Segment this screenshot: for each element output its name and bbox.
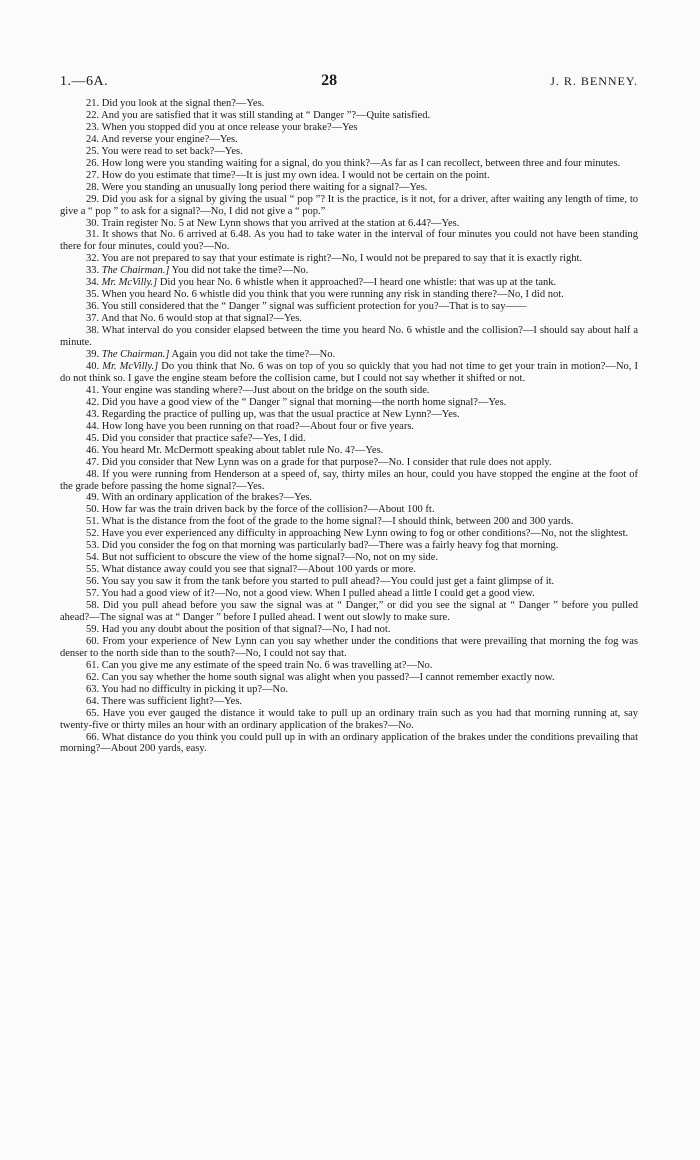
question-answer-text: You say you saw it from the tank before you started to pull ahead?—You could just get a faint glimpse of it. [101, 576, 555, 588]
testimony-paragraph [60, 445, 638, 457]
question-answer-text: What is the distance from the foot of the grade to the home signal?—I should think, between 200 and 300 yards. [101, 516, 574, 528]
question-answer-text: Did you pull ahead before you saw the signal was at “ Danger,” or did you see the signal at “ Danger ” before you pulled ahead?—The signal was at “ Danger ” before I pulled ahead. I went out slowly to make sure. [60, 600, 639, 623]
testimony-paragraph [60, 385, 638, 397]
question-answer-text: And reverse your engine?—Yes. [101, 133, 238, 145]
question-answer-text: When you heard No. 6 whistle did you think that you were running any risk in standing there?—No, I did not. [101, 289, 564, 301]
question-number: 21. [86, 98, 100, 109]
question-number: 38. [86, 325, 100, 337]
testimony-paragraph [60, 182, 638, 194]
question-number: 44. [86, 420, 100, 432]
question-number: 60. [86, 635, 100, 647]
question-answer-text: Were you standing an unusually long period there waiting for a signal?—Yes. [101, 181, 428, 193]
witness-name: J. R. BENNEY. [550, 74, 638, 88]
question-number: 26. [86, 157, 100, 169]
question-answer-text: Train register No. 5 at New Lynn shows that you arrived at the station at 6.44?—Yes. [101, 217, 460, 229]
question-answer-text: You were read to set back?—Yes. [101, 145, 243, 157]
testimony-paragraph [60, 576, 638, 588]
question-answer-text: It shows that No. 6 arrived at 6.48. As you had to take water in the interval of four minutes you could not have been standing there for four minutes, could you?—No. [60, 229, 638, 253]
question-answer-text: Did you look at the signal then?—Yes. [101, 98, 265, 109]
question-number: 63. [86, 683, 100, 695]
question-number: 46. [86, 444, 100, 456]
testimony-paragraph [60, 289, 638, 301]
question-answer-text: Did you consider that practice safe?—Yes, I did. [101, 432, 306, 444]
question-answer-text: You did not take the time?—No. [171, 265, 309, 277]
question-answer-text: Again you did not take the time?—No. [171, 349, 336, 361]
question-number: 28. [86, 181, 100, 193]
testimony-paragraph [60, 696, 638, 708]
question-answer-text: How long have you been running on that road?—About four or five years. [101, 420, 415, 432]
question-answer-text: Did you have a good view of the “ Danger ” signal that morning—the north home signal?—Yes. [101, 396, 507, 408]
question-number: 64. [86, 695, 100, 707]
question-answer-text: If you were running from Henderson at a speed of, say, thirty miles an hour, could you have stopped the engine at the foot of the grade before passing the home signal?—Yes. [60, 468, 638, 492]
question-answer-text: But not sufficient to obscure the view of the home signal?—No, not on my side. [101, 552, 439, 564]
speaker-label: The Chairman.] [101, 265, 170, 277]
question-number: 25. [86, 145, 100, 157]
question-answer-text: Can you say whether the home south signal was alight when you passed?—I cannot remember exactly now. [101, 671, 555, 683]
testimony-paragraph [60, 110, 638, 122]
question-number: 51. [86, 516, 100, 528]
testimony-paragraph [60, 397, 638, 409]
question-number: 52. [86, 528, 100, 540]
document-page [60, 72, 638, 755]
question-number: 49. [86, 492, 100, 504]
testimony-paragraph [60, 660, 638, 672]
testimony-paragraph [60, 146, 638, 158]
question-number: 56. [86, 576, 100, 588]
question-number: 41. [86, 384, 100, 396]
testimony-paragraph [60, 361, 638, 385]
testimony-paragraph [60, 516, 638, 528]
testimony-paragraph [60, 349, 638, 361]
testimony-paragraph [60, 624, 638, 636]
speaker-label: The Chairman.] [101, 349, 170, 361]
testimony-paragraph [60, 409, 638, 421]
question-number: 59. [86, 623, 100, 635]
question-answer-text: You had no difficulty in picking it up?—No. [101, 683, 288, 695]
question-number: 66. [86, 731, 100, 743]
testimony-paragraph [60, 158, 638, 170]
testimony-paragraph [60, 457, 638, 469]
question-answer-text: Can you give me any estimate of the speed train No. 6 was travelling at?—No. [101, 659, 433, 671]
testimony-paragraph [60, 564, 638, 576]
question-number: 45. [86, 432, 100, 444]
question-answer-text: Have you ever experienced any difficulty in approaching New Lynn owing to fog or other conditions?—No, not the slightest. [101, 528, 629, 540]
question-answer-text: Have you ever gauged the distance it would take to pull up an ordinary train such as you had that morning running at, say twenty-five or thirty miles an hour with an ordinary application of the brakes?—No. [60, 707, 639, 731]
testimony-paragraph [60, 229, 638, 253]
question-number: 27. [86, 169, 100, 181]
testimony-paragraph [60, 540, 638, 552]
testimony-paragraph [60, 469, 638, 493]
question-number: 61. [86, 659, 100, 671]
question-answer-text: Regarding the practice of pulling up, was that the usual practice at New Lynn?—Yes. [101, 408, 460, 420]
question-answer-text: What distance away could you see that signal?—About 100 yards or more. [101, 564, 416, 576]
question-number: 47. [86, 456, 100, 468]
page-number: 28 [321, 72, 338, 89]
question-answer-text: Did you consider the fog on that morning was particularly bad?—There was a fairly heavy fog that morning. [101, 540, 559, 552]
question-answer-text: From your experience of New Lynn can you say whether under the conditions that were prevailing that morning the fog was denser to the north side than to the south?—No, I could not say that. [60, 635, 639, 659]
question-answer-text: What distance do you think you could pull up in with an ordinary application of the brakes under the conditions prevailing that morning?—About 200 yards, easy. [60, 731, 638, 755]
testimony-paragraph [60, 528, 638, 540]
question-number: 55. [86, 564, 100, 576]
question-number: 22. [86, 109, 100, 121]
question-number: 32. [86, 253, 100, 265]
testimony-paragraph [60, 504, 638, 516]
question-answer-text: Your engine was standing where?—Just about on the bridge on the south side. [101, 384, 430, 396]
question-answer-text: Do you think that No. 6 was on top of you so quickly that you had not time to get your train in motion?—No, I do not think so. I gave the engine steam before the collision came, but I could not say whether it shifted or not. [60, 360, 638, 384]
question-number: 39. [86, 349, 100, 361]
testimony-paragraph [60, 600, 638, 624]
question-number: 23. [86, 121, 100, 133]
testimony-paragraph [60, 672, 638, 684]
question-number: 54. [86, 552, 100, 564]
question-number: 29. [86, 193, 100, 205]
testimony-paragraph [60, 421, 638, 433]
testimony-paragraph [60, 170, 638, 182]
question-number: 24. [86, 133, 100, 145]
question-number: 65. [86, 707, 100, 719]
question-answer-text: And you are satisfied that it was still standing at “ Danger ”?—Quite satisfied. [101, 109, 431, 121]
testimony-paragraph [60, 134, 638, 146]
question-number: 31. [86, 229, 100, 241]
question-answer-text: How long were you standing waiting for a signal, do you think?—As far as I can recollect, between three and four minutes. [101, 157, 621, 169]
testimony-paragraph [60, 218, 638, 230]
question-answer-text: You still considered that the “ Danger ” signal was sufficient protection for you?—That is to say—— [101, 301, 527, 313]
testimony-paragraph [60, 265, 638, 277]
testimony-paragraph [60, 588, 638, 600]
testimony-paragraph [60, 433, 638, 445]
question-number: 37. [86, 313, 100, 325]
question-answer-text: Did you consider that New Lynn was on a grade for that purpose?—No. I consider that rule does not apply. [101, 456, 552, 468]
testimony-paragraph [60, 98, 638, 110]
question-answer-text: There was sufficient light?—Yes. [101, 695, 243, 707]
speaker-label: Mr. McVilly.] [102, 360, 159, 372]
testimony-paragraph [60, 636, 638, 660]
question-answer-text: Did you ask for a signal by giving the usual “ pop ”? It is the practice, is it not, for a driver, after waiting any length of time, to give a “ pop ” to ask for a signal?—No, I did not give a “ pop.” [60, 193, 638, 217]
testimony-paragraph [60, 277, 638, 289]
testimony-paragraph [60, 492, 638, 504]
question-answer-text: And that No. 6 would stop at that signal?—Yes. [101, 313, 302, 325]
question-number: 57. [86, 588, 100, 600]
question-number: 53. [86, 540, 100, 552]
question-number: 35. [86, 289, 100, 301]
question-number: 62. [86, 671, 100, 683]
question-number: 36. [86, 301, 100, 313]
question-number: 40. [86, 360, 100, 372]
speaker-label: Mr. McVilly.] [101, 277, 158, 289]
question-answer-text: Did you hear No. 6 whistle when it approached?—I heard one whistle: that was up at the tank. [159, 277, 557, 289]
question-number: 42. [86, 396, 100, 408]
question-answer-text: What interval do you consider elapsed between the time you heard No. 6 whistle and the collision?—I should say about half a minute. [60, 325, 639, 349]
testimony-paragraph [60, 684, 638, 696]
question-number: 43. [86, 408, 100, 420]
question-number: 50. [86, 504, 100, 516]
testimony-paragraph [60, 732, 638, 756]
question-answer-text: You had a good view of it?—No, not a good view. When I pulled ahead a little I could get a good view. [101, 588, 535, 600]
testimony-paragraph [60, 301, 638, 313]
question-number: 33. [86, 265, 100, 277]
parliamentary-paper-reference: 1.—6A. [60, 74, 109, 89]
question-answer-text: Had you any doubt about the position of that signal?—No, I had not. [101, 623, 391, 635]
testimony-paragraph [60, 325, 638, 349]
question-answer-text: How far was the train driven back by the force of the collision?—About 100 ft. [101, 504, 435, 516]
testimony-paragraph [60, 708, 638, 732]
question-answer-text: With an ordinary application of the brakes?—Yes. [101, 492, 313, 504]
question-answer-text: How do you estimate that time?—It is just my own idea. I would not be certain on the point. [101, 169, 490, 181]
testimony-body [60, 98, 638, 755]
question-number: 48. [86, 468, 100, 480]
question-answer-text: You are not prepared to say that your estimate is right?—No, I would not be prepared to say that it is exactly right. [101, 253, 583, 265]
question-answer-text: You heard Mr. McDermott speaking about tablet rule No. 4?—Yes. [101, 444, 384, 456]
testimony-paragraph [60, 122, 638, 134]
question-number: 58. [86, 600, 100, 612]
testimony-paragraph [60, 313, 638, 325]
testimony-paragraph [60, 253, 638, 265]
question-number: 30. [86, 217, 100, 229]
question-number: 34. [86, 277, 100, 289]
page-header [60, 72, 638, 94]
question-answer-text: When you stopped did you at once release your brake?—Yes [101, 121, 358, 133]
testimony-paragraph [60, 194, 638, 218]
testimony-paragraph [60, 552, 638, 564]
